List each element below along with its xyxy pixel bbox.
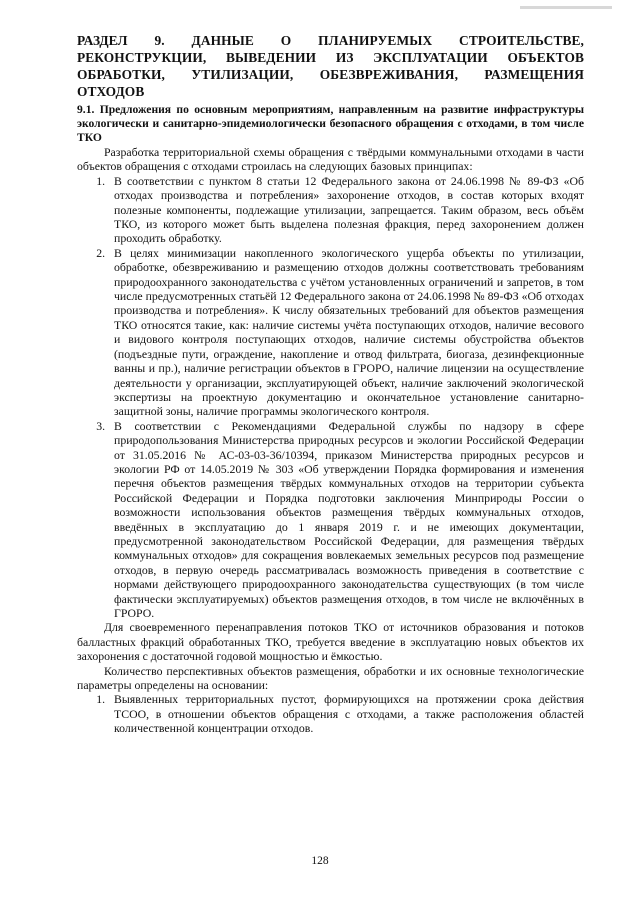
paragraph-after-list: Для своевременного перенаправления потоков ТКО от источников образования и потоков балластных фракций обработанных ТКО, требуется введение в эксплуатацию новых объектов их захоронения с достаточной годовой мощностью и ёмкостью. <box>77 620 584 664</box>
principles-list <box>77 174 584 621</box>
principle-item: 3. В соответствии с Рекомендациями Федеральной службы по надзору в сфере природопользования Министерства природных ресурсов и экологии Российской Федерации от 31.05.2016 № АС-03-03-36/10394, приказом Министерства природных ресурсов и экологии РФ от 14.05.2019 № 303 «Об утверждении Порядка формирования и изменения перечня объектов размещения твёрдых коммунальных отходов на территории субъекта Российской Федерации и Порядка подготовки заключения Минприроды России о возможности использования объектов размещения твёрдых коммунальных отходов, введённых в эксплуатацию до 1 января 2019 г. и не имеющих документации, предусмотренной законодательством Российской Федерации, для размещения твёрдых коммунальных отходов» для сокращения вовлекаемых земельных ресурсов под размещение отходов, в первую очередь рассматривалась возможность приведения в соответствие с нормами действующего природоохранного законодательства существующих (в том числе фактически эксплуатируемых) объектов размещения отходов, в том числе не включённых в ГРОРО. <box>108 419 584 621</box>
principle-item: 1. В соответствии с пунктом 8 статьи 12 Федерального закона от 24.06.1998 № 89-ФЗ «Об отходах производства и потребления» захоронение отходов, в состав которых входят полезные компоненты, подлежащие утилизации, запрещается. Таким образом, весь объём ТКО, из которого может быть выделена полезная фракция, перед захоронением должен проходить обработку. <box>108 174 584 246</box>
intro-paragraph: Разработка территориальной схемы обращения с твёрдыми коммунальными отходами в части объектов обращения с отходами строилась на следующих базовых принципах: <box>77 145 584 174</box>
page-content <box>77 32 584 736</box>
basis-list <box>77 692 584 735</box>
principle-item: 2. В целях минимизации накопленного экологического ущерба объекты по утилизации, обработке, обезвреживанию и размещению отходов должны соответствовать требованиям природоохранного законодательства с учётом установленных ограничений и запретов, в том числе предусмотренных статьёй 12 Федерального закона от 24.06.1998 № 89-ФЗ «Об отходах производства и потребления». К числу обязательных требований для объектов размещения ТКО относятся такие, как: наличие системы учёта поступающих отходов, наличие весового и видового контроля поступающих отходов, наличие системы обустройства объектов (подъездные пути, ограждение, накопление и отвод фильтрата, биогаза, дезинфекционные ванны и пр.), наличие регистрации объектов в ГРОРО, наличие лицензии на осуществление деятельности у организации, эксплуатирующей объект, наличие заключений экологической экспертизы на проектную документацию и окончательное установление санитарно-защитной зоны, наличие программы экологического контроля. <box>108 246 584 419</box>
scan-edge-mark <box>520 6 612 9</box>
paragraph-basis: Количество перспективных объектов размещения, обработки и их основные технологические параметры определены на основании: <box>77 663 584 693</box>
subsection-title: 9.1. Предложения по основным мероприятиям, направленным на развитие инфраструктуры экологически и санитарно-эпидемиологически безопасного обращения с отходами, в том числе ТКО <box>77 103 584 144</box>
page-number: 128 <box>311 855 329 867</box>
section-title: РАЗДЕЛ 9. ДАННЫЕ О ПЛАНИРУЕМЫХ СТРОИТЕЛЬСТВЕ, РЕКОНСТРУКЦИИ, ВЫВЕДЕНИИ ИЗ ЭКСПЛУАТАЦИИ ОБЪЕКТОВ ОБРАБОТКИ, УТИЛИЗАЦИИ, ОБЕЗВРЕЖИВАНИЯ, РАЗМЕЩЕНИЯ ОТХОДОВ <box>77 33 584 99</box>
basis-item: 1. Выявленных территориальных пустот, формирующихся на протяжении срока действия ТСОО, в отношении объектов обращения с отходами, а также расположения областей количественной концентрации отходов. <box>108 692 584 735</box>
